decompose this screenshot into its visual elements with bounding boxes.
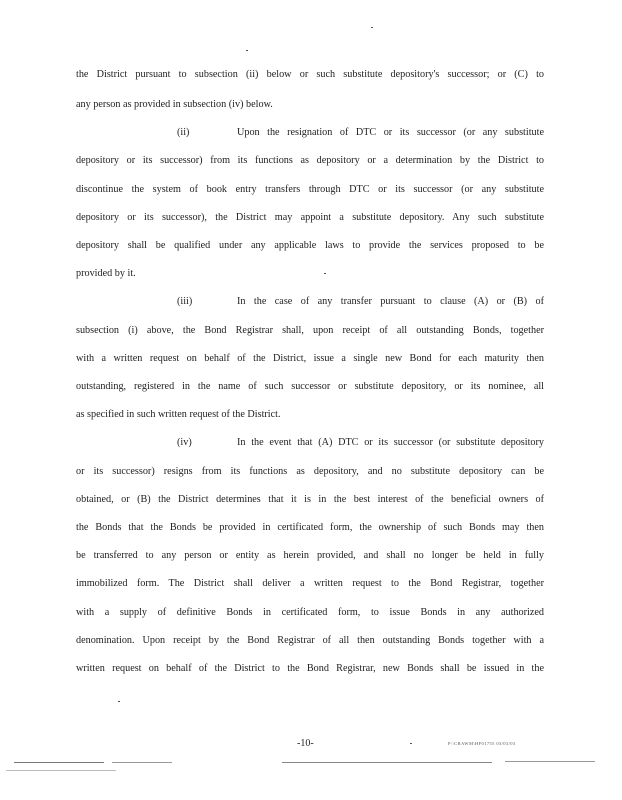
scan-edge-line [505, 761, 595, 762]
paragraph-iv-number: (iv) [177, 437, 192, 448]
body-line: depository shall be qualified under any applicable laws to provide the services proposed to be [76, 240, 544, 251]
scan-speck [371, 27, 373, 28]
paragraph-ii-first-line [177, 127, 544, 139]
body-line: any person as provided in subsection (iv) below. [76, 99, 273, 110]
body-line: discontinue the system of book entry transfers through DTC or its successor (or any substitute [76, 184, 544, 195]
body-line: the Bonds that the Bonds be provided in certificated form, the ownership of such Bonds may then [76, 522, 544, 533]
scan-edge-line [6, 770, 116, 771]
document-code: P:\CRAWM\HF01755 03/03/03 [448, 741, 516, 746]
paragraph-iii-first-line [177, 296, 544, 308]
scan-speck [118, 701, 120, 702]
body-line: be transferred to any person or entity as herein provided, and shall no longer be held in fully [76, 550, 544, 561]
body-line: with a supply of definitive Bonds in certificated form, to issue Bonds in any authorized [76, 607, 544, 618]
paragraph-iv-text: In the event that (A) DTC or its successor (or substitute depository [237, 437, 544, 448]
body-line: provided by it. [76, 268, 136, 279]
scan-speck [324, 273, 326, 274]
body-line: denomination. Upon receipt by the Bond Registrar of all then outstanding Bonds together with a [76, 635, 544, 646]
scan-speck [246, 50, 248, 51]
page-number: -10- [297, 738, 314, 749]
body-line: with a written request on behalf of the District, issue a single new Bond for each maturity then [76, 353, 544, 364]
body-line: depository or its successor) from its functions as depository or a determination by the District to [76, 155, 544, 166]
scan-speck [410, 743, 412, 744]
body-line: outstanding, registered in the name of such successor or substitute depository, or its nominee, all [76, 381, 544, 392]
paragraph-iii-text: In the case of any transfer pursuant to clause (A) or (B) of [237, 296, 544, 307]
body-line: the District pursuant to subsection (ii) below or such substitute depository's successor; or (C) to [76, 69, 544, 80]
body-line: written request on behalf of the District to the Bond Registrar, new Bonds shall be issued in the [76, 663, 544, 674]
scan-edge-line [112, 762, 172, 763]
scan-edge-line [14, 762, 104, 763]
scan-edge-line [282, 762, 492, 763]
paragraph-iii-number: (iii) [177, 296, 193, 307]
paragraph-ii-number: (ii) [177, 127, 190, 138]
paragraph-iv-first-line [177, 437, 544, 449]
body-line: depository or its successor), the District may appoint a substitute depository. Any such substitute [76, 212, 544, 223]
body-line: as specified in such written request of the District. [76, 409, 281, 420]
paragraph-ii-text: Upon the resignation of DTC or its successor (or any substitute [237, 127, 544, 138]
body-line: subsection (i) above, the Bond Registrar shall, upon receipt of all outstanding Bonds, together [76, 325, 544, 336]
body-line: or its successor) resigns from its functions as depository, and no substitute depository can be [76, 466, 544, 477]
body-line: obtained, or (B) the District determines that it is in the best interest of the beneficial owners of [76, 494, 544, 505]
body-line: immobilized form. The District shall deliver a written request to the Bond Registrar, together [76, 578, 544, 589]
